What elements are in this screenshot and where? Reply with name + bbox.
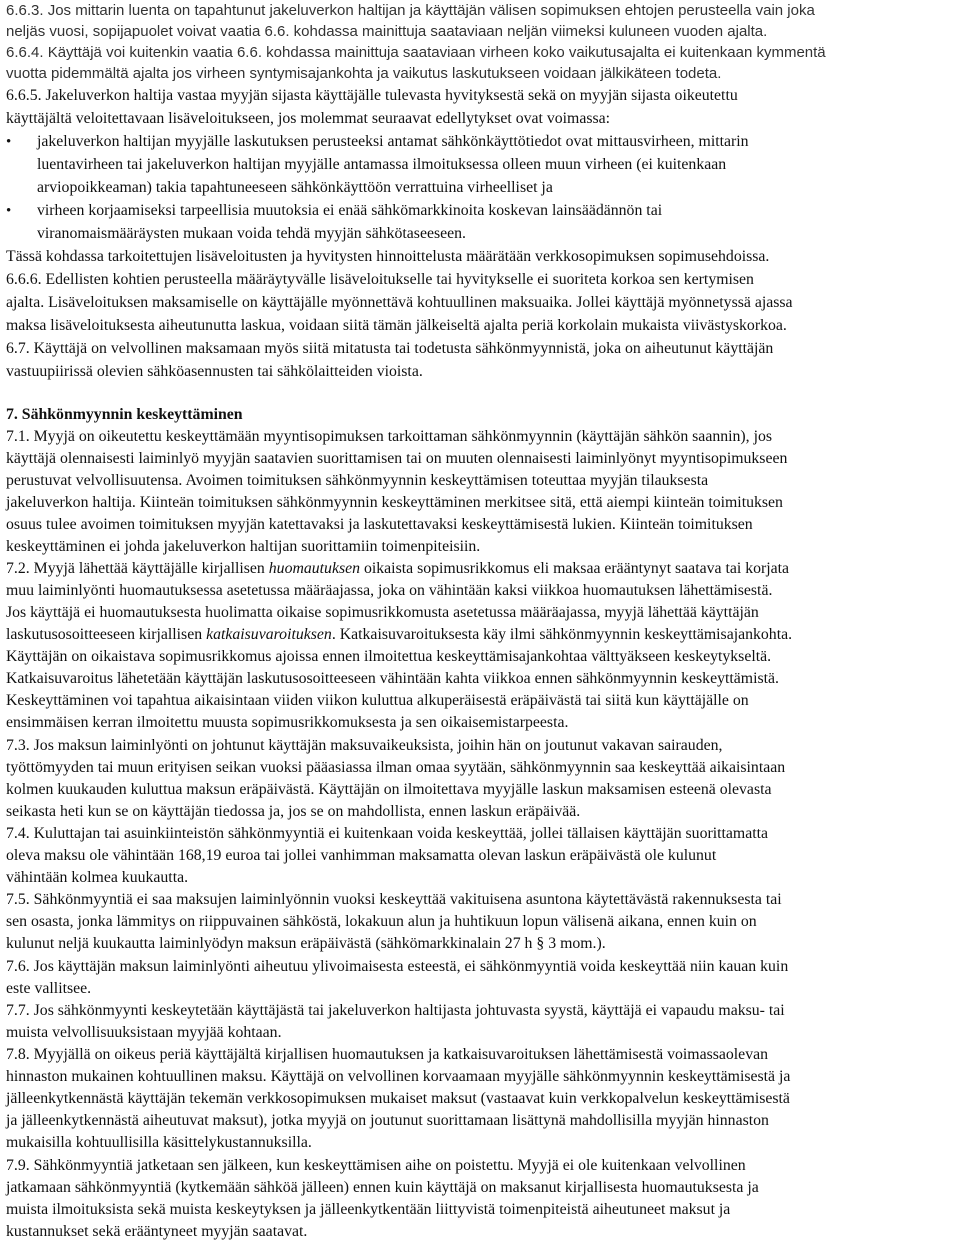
text-line: kulunut neljä kuukautta laiminlyödyn maksun eräpäivästä (sähkömarkkinalain 27 h § 3 mom.). [6, 935, 606, 952]
text-line: perustuvat velvollisuutensa. Avoimen toimituksen sähkönmyynnin keskeyttämisen toteuttaa myyjän tilauksesta [6, 472, 709, 489]
text-line: jakeluverkon haltija. Kiinteän toimituksen sähkönmyynnin keskeyttäminen merkitsee sitä, että aiempi kiinteän toimituksen [6, 494, 783, 511]
text-line: Käyttäjän on oikaistava sopimusrikkomus ajoissa ennen ilmoitettua keskeyttämisajankohtaa välttyäkseen keskeytykseltä. [6, 648, 772, 665]
text-line: Katkaisuvaroitus lähetetään käyttäjän laskutusosoitteeseen vähintään kahta viikkoa ennen sähkönmyynnin keskeyttämistä. [6, 670, 779, 687]
italic-term: huomautuksen [268, 560, 361, 577]
text-line: 7.9. Sähkönmyyntiä jatketaan sen jälkeen, kun keskeyttämisen aihe on poistettu. Myyjä ei ole kuitenkaan velvollinen [6, 1157, 746, 1174]
text-line: 6.6.3. Jos mittarin luenta on tapahtunut jakeluverkon haltijan ja käyttäjän välisen sopimuksen ehtojen perusteella vain joka [6, 2, 815, 19]
text-line: muista ilmoituksista sekä muista keskeytyksen ja jälleenkytkentään liittyvistä toimenpiteistä aiheutuneet maksut ja [6, 1201, 731, 1218]
text-line: keskeyttäminen ei johda jakeluverkon haltijan suorittamiin toimenpiteisiin. [6, 538, 481, 555]
list-item-text: arviopoikkeaman) takia tapahtuneeseen sähkönkäyttöön verrattuina virheelliset ja [37, 179, 553, 196]
text-line: maksa lisäveloituksesta aiheutunutta laskua, voidaan siitä tämän jälkeiseltä ajalta periä korkolain mukaista viivästyskorkoa. [6, 317, 787, 334]
text-line: Jos käyttäjä ei huomautuksesta huolimatta oikaise sopimusrikkomusta asetetussa määräajassa, myyjä lähettää käyttäjän [6, 604, 759, 621]
list-item-text: viranomaismääräysten mukaan voida tehdä myyjän sähkötaseeseen. [37, 225, 466, 242]
text-line: 7.1. Myyjä on oikeutettu keskeyttämään myyntisopimuksen tarkoittaman sähkönmyynnin (käyttäjän sähkön saannin), jos [6, 428, 773, 445]
text-line: ensimmäisen kerran ilmoitettu muusta sopimusrikkomuksesta ja sen oikaisemistarpeesta. [6, 714, 569, 731]
text-line: 6.7. Käyttäjä on velvollinen maksamaan myös siitä mitatusta tai todetusta sähkönmyynnistä, joka on aiheutunut käyttäjän [6, 340, 774, 357]
bullet-icon: • [6, 203, 12, 219]
text-line: este vallitsee. [6, 980, 92, 997]
text-line: Tässä kohdassa tarkoitettujen lisäveloitusten ja hyvitysten hinnoittelusta määrätään verkkosopimuksen sopimusehdoissa. [6, 248, 770, 265]
text-line: 7.2. Myyjä lähettää käyttäjälle kirjallisen huomautuksen oikaista sopimusrikkomus eli maksaa erääntynyt saatava tai korjata [6, 560, 790, 577]
text-line: 7.7. Jos sähkönmyynti keskeytetään käyttäjästä tai jakeluverkon haltijasta johtuvasta syystä, käyttäjä ei vapaudu maksu- tai [6, 1002, 785, 1019]
text-line: työttömyyden tai muun erityisen seikan vuoksi pääasiassa ilman omaa syytään, sähkönmyynnin saa keskeyttää aikaisintaan [6, 759, 786, 776]
text-line: osuus tulee avoimen toimituksen myyjän katettavaksi ja laskutettavaksi keskeyttämisestä lukien. Kiinteän toimituksen [6, 516, 753, 533]
text-line: hinnaston mukainen kohtuullinen maksu. Käyttäjä on velvollinen korvaamaan myyjälle sähkönmyynnin keskeyttämisestä ja [6, 1068, 791, 1085]
text-line: mukaisilla kohtuullisilla käsittelykustannuksilla. [6, 1134, 312, 1151]
text-line: muista velvollisuuksistaan myyjää kohtaan. [6, 1024, 282, 1041]
text-line: kolmen kuukauden kuluttua maksun eräpäivästä. Käyttäjän on ilmoitettava myyjälle laskun maksamisen esteenä olevasta [6, 781, 772, 798]
text-line: kustannukset sekä erääntyneet myyjän saatavat. [6, 1223, 308, 1240]
text-line: vuotta pidemmältä ajalta jos virheen syntymisajankohta ja vaikutus laskutukseen voidaan jälkikäteen todeta. [6, 65, 722, 82]
text-line: 7.3. Jos maksun laiminlyönti on johtunut käyttäjän maksuvaikeuksista, joihin hän on joutunut vakavan sairauden, [6, 737, 723, 754]
text-line: vastuupiirissä olevien sähköasennusten tai sähkölaitteiden vioista. [6, 363, 423, 380]
text-line: 7.4. Kuluttajan tai asuinkiinteistön sähkönmyyntiä ei kuitenkaan voida keskeyttää, jollei tällaisen käyttäjän suorittamatta [6, 825, 769, 842]
text-line: jatkamaan sähkönmyyntiä (kytkemään sähköä jälleen) ennen kuin käyttäjä on maksanut kirjallisesta huomautuksesta ja [6, 1179, 759, 1196]
text-line: vähintään kolmea kuukautta. [6, 869, 189, 886]
bullet-icon: • [6, 134, 12, 150]
text-line: 6.6.4. Käyttäjä voi kuitenkin vaatia 6.6. kohdassa mainittuja saataviaan virheen koko vaikutusajalta ei kuitenkaan kymmentä [6, 44, 826, 61]
list-item-text: luentavirheen tai jakeluverkon haltijan myyjälle antamassa ilmoituksessa olleen muun virheen (ei kuitenkaan [37, 156, 727, 173]
text-line: 7.6. Jos käyttäjän maksun laiminlyönti aiheutuu ylivoimaisesta esteestä, ei sähkönmyyntiä voida keskeyttää niin kauan kuin [6, 958, 789, 975]
list-item-text: virheen korjaamiseksi tarpeellisia muutoksia ei enää sähkömarkkinoita koskevan lainsäädännön tai [37, 202, 663, 219]
list-item-text: jakeluverkon haltijan myyjälle laskutuksen perusteeksi antamat sähkönkäyttötiedot ovat mittausvirheen, mittarin [37, 133, 749, 150]
section-heading: 7. Sähkönmyynnin keskeyttäminen [6, 406, 243, 423]
text-line: sen osasta, jonka lämmitys on riippuvainen sähköstä, lokakuun alun ja huhtikuun lopun välisenä aikana, ennen kuin on [6, 913, 757, 930]
text-line: 6.6.5. Jakeluverkon haltija vastaa myyjän sijasta käyttäjälle tulevasta hyvityksestä sekä on myyjän sijasta oikeutettu [6, 87, 738, 104]
text-line: 7.8. Myyjällä on oikeus periä käyttäjältä kirjallisen huomautuksen ja katkaisuvaroituksen lähettämisestä voimassaolevan [6, 1046, 768, 1063]
text-line: ja jälleenkytkennästä aiheutuvat maksut), jotka myyjä on joutunut suorittamaan lisättynä mahdollisilla myyjän hinnaston [6, 1112, 769, 1129]
text-line: muu laiminlyönti huomautuksessa asetetussa määräajassa, joka on vähintään kaksi viikkoa huomautuksen lähettämisestä. [6, 582, 773, 599]
text-line: jälleenkytkennästä käyttäjän tekemän verkkosopimuksen mukaiset maksut (vastaavat kuin verkkopalvelun keskeyttämisestä [6, 1090, 790, 1107]
text-line: käyttäjältä veloitettavaan lisäveloitukseen, jos molemmat seuraavat edellytykset ovat voimassa: [6, 110, 611, 127]
text-line: ajalta. Lisäveloituksen maksamiselle on käyttäjälle myönnettävä kohtuullinen maksuaika. Jollei käyttäjä myönnetyssä ajassa [6, 294, 793, 311]
italic-term: katkaisuvaroituksen [206, 626, 332, 643]
text-line: 6.6.6. Edellisten kohtien perusteella määräytyvälle lisäveloitukselle tai hyvitykselle ei suoriteta korkoa sen kertymisen [6, 271, 754, 288]
text-line: oleva maksu ole vähintään 168,19 euroa tai jollei vanhimman maksamatta olevan laskun eräpäivästä ole kulunut [6, 847, 717, 864]
text-line: laskutusosoitteeseen kirjallisen katkaisuvaroituksen. Katkaisuvaroituksesta käy ilmi sähkönmyynnin keskeyttämisajankohta. [6, 626, 793, 643]
text-line: 7.5. Sähkönmyyntiä ei saa maksujen laiminlyönnin vuoksi keskeyttää vakituisena asuntona käytettävästä rakennuksesta tai [6, 891, 782, 908]
text-line: neljäs vuosi, sopijapuolet voivat vaatia 6.6. kohdassa mainittuja saataviaan neljän viimeksi kuluneen vuoden ajalta. [6, 23, 768, 40]
text-line: Keskeyttäminen voi tapahtua aikaisintaan viiden viikon kuluttua alkuperäisestä eräpäivästä tai siitä kun käyttäjälle on [6, 692, 749, 709]
text-line: käyttäjä olennaisesti laiminlyö myyjän saatavien suorittamisen tai on muuten olennaisesti laiminlyönyt myyntisopimukseen [6, 450, 788, 467]
text-line: seikasta heti kun se on käyttäjän tiedossa ja, jos se on mahdollista, ennen laskun eräpäivää. [6, 803, 581, 820]
